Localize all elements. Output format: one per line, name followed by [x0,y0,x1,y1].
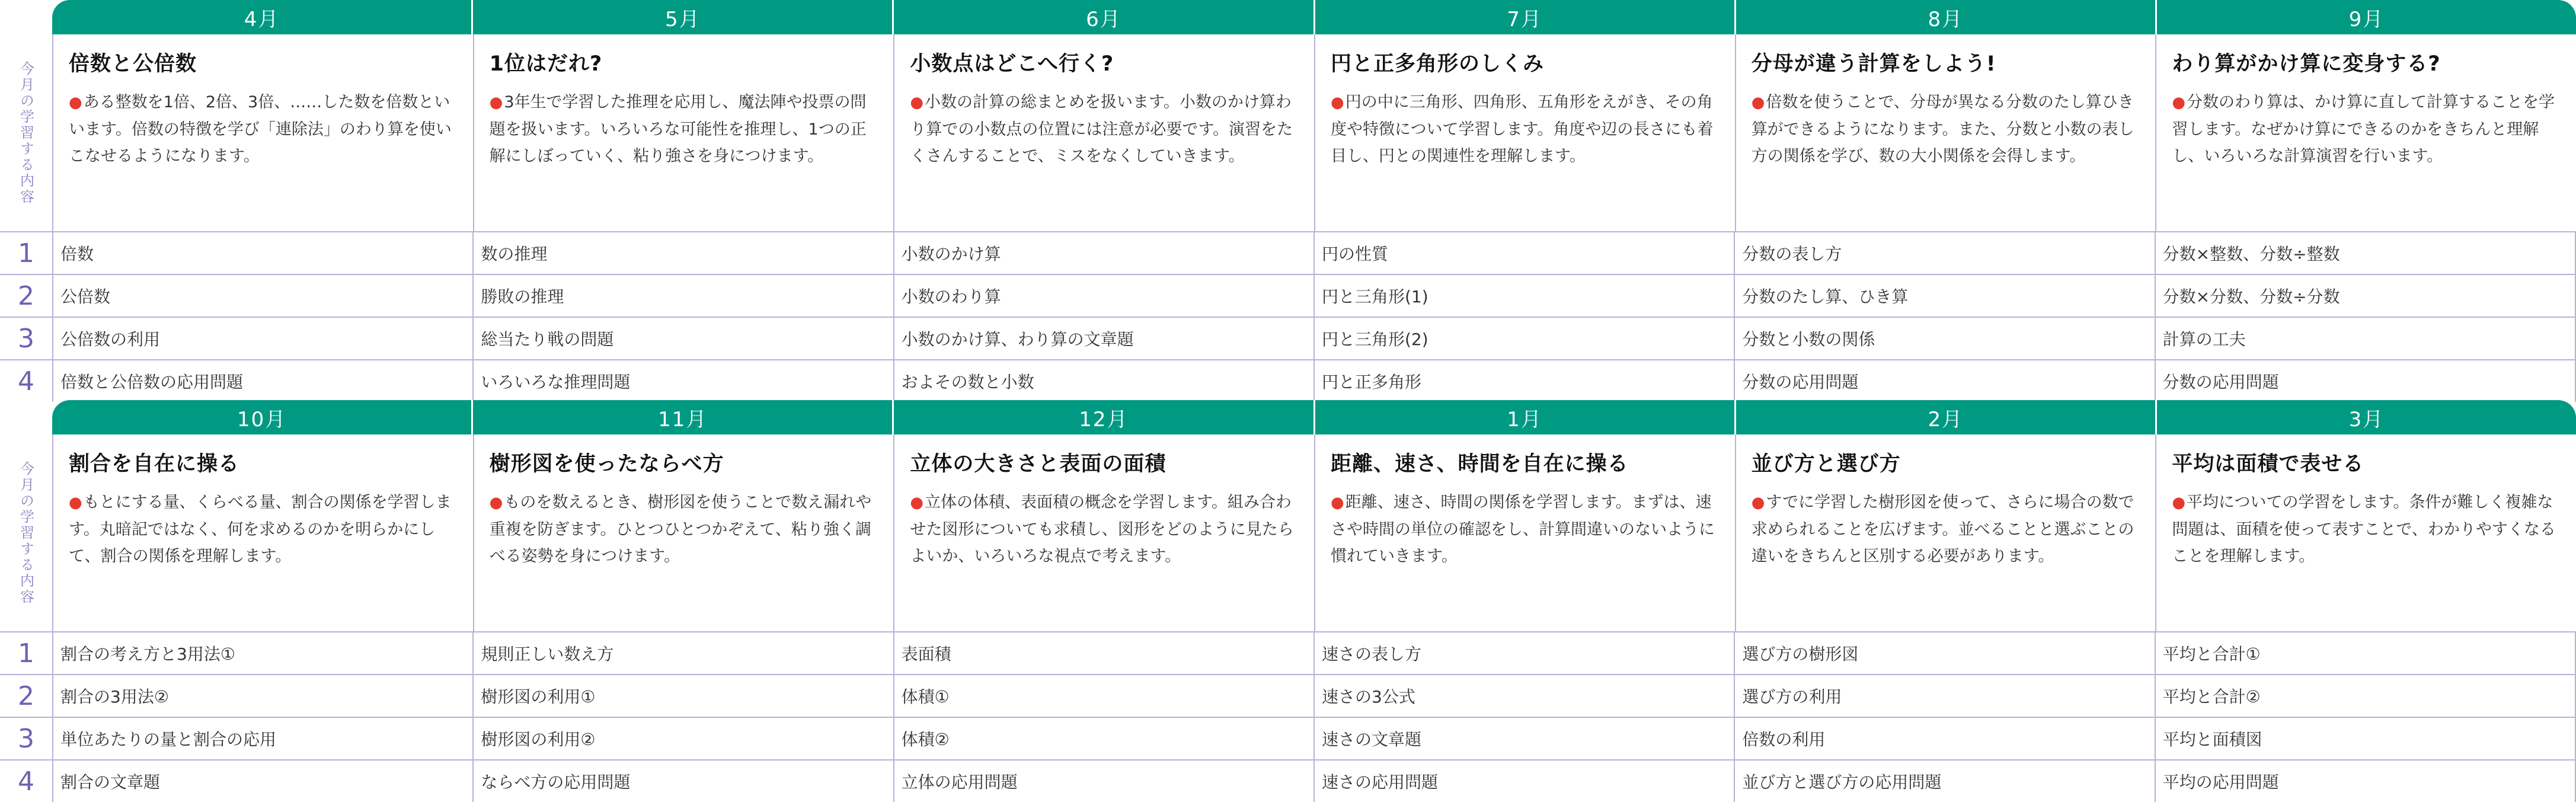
lesson-cell: いろいろな推理問題 [474,360,894,402]
lesson-cell: 倍数と公倍数の応用問題 [53,360,474,402]
content-title: 立体の大きさと表面の面積 [910,452,1166,476]
lesson-cell: 倍数の利用 [1735,718,2155,759]
content-cell [2156,34,2576,231]
lesson-cell: 小数のわり算 [894,275,1315,317]
content-text: ●立体の体積、表面積の概念を学習します。組み合わせた図形についても求積し、図形をどのように見たらよいか、いろいろな視点で考えます。 [910,493,1294,565]
lesson-cell: 計算の工夫 [2156,318,2576,359]
lesson-cell: 分数のたし算、ひき算 [1735,275,2155,317]
bullet-icon: ● [2172,494,2186,512]
lesson-number: 1 [18,238,34,269]
lesson-number: 1 [18,638,34,669]
lesson-cell: 規則正しい数え方 [474,632,894,674]
content-title: 樹形図を使ったならべ方 [489,452,724,476]
month-header: 10月 [52,400,473,434]
lesson-cell: 割合の文章題 [53,761,474,802]
content-text: ●円の中に三角形、四角形、五角形をえがき、その角度や特徴について学習します。角度や辺の長さにも着目し、円との関連性を理解します。 [1331,93,1714,165]
lesson-cell: 速さの応用問題 [1315,761,1735,802]
table-row [0,274,2576,317]
bullet-icon: ● [69,94,82,111]
lesson-cell: 平均と合計① [2156,632,2576,674]
lesson-cell: 分数と小数の関係 [1735,318,2155,359]
content-text: ●ものを数えるとき、樹形図を使うことで数え漏れや重複を防ぎます。ひとつひとつかぞえて、粘り強く調べる姿勢を身につけます。 [489,493,872,565]
content-cell [1736,434,2157,631]
lesson-cell: 速さの3公式 [1315,675,1735,717]
month-header: 4月 [52,0,473,34]
content-cell [1315,434,1736,631]
content-title: 1位はだれ? [489,52,603,76]
lesson-cell: 樹形図の利用② [474,718,894,759]
lesson-cell: 平均と合計② [2156,675,2576,717]
table-row [0,759,2576,802]
bullet-icon: ● [910,494,924,512]
bullet-icon: ● [1751,94,1765,111]
content-text: ●小数の計算の総まとめを扱います。小数のかけ算わり算での小数点の位置には注意が必要です。演習をたくさんすることで、ミスをなくしていきます。 [910,93,1293,165]
month-header: 11月 [473,400,894,434]
content-title: わり算がかけ算に変身する? [2172,52,2441,76]
month-header-row [52,0,2576,34]
content-text: ●3年生で学習した推理を応用し、魔法陣や投票の問題を扱います。いろいろな可能性を推理し、1つの正解にしぼっていく、粘り強さを身につけます。 [489,93,867,165]
lesson-cell: 選び方の樹形図 [1735,632,2155,674]
month-header: 6月 [894,0,1315,34]
content-title: 距離、速さ、時間を自在に操る [1331,452,1629,476]
month-header: 7月 [1315,0,1736,34]
table-row [0,231,2576,274]
lesson-cell: 分数の応用問題 [2156,360,2576,402]
lesson-cell: 割合の3用法② [53,675,474,717]
bullet-icon: ● [1331,94,1344,111]
lesson-number: 4 [18,766,34,797]
lesson-cell: 分数の応用問題 [1735,360,2155,402]
month-header: 2月 [1736,400,2157,434]
lesson-cell: 数の推理 [474,232,894,274]
month-header: 12月 [894,400,1315,434]
content-row [52,34,2576,231]
month-header: 3月 [2348,407,2385,432]
side-label: 今月の学習する内容 [17,461,34,605]
content-text: ●ある整数を1倍、2倍、3倍、……した数を倍数といいます。倍数の特徴を学び「連除法」のわり算を使いこなせるようになります。 [69,93,452,165]
bullet-icon: ● [1331,494,1344,512]
lesson-number: 4 [18,366,34,397]
content-title: 割合を自在に操る [69,452,240,476]
table-row [0,317,2576,359]
content-cell [53,434,474,631]
lesson-number: 2 [18,280,34,311]
content-text: ●距離、速さ、時間の関係を学習します。まずは、速さや時間の単位の確認をし、計算間違いのないように慣れていきます。 [1331,493,1715,565]
content-cell [1736,34,2157,231]
lesson-cell: 体積② [894,718,1315,759]
lesson-cell: 円と三角形(2) [1315,318,1735,359]
lesson-cell: 公倍数の利用 [53,318,474,359]
lesson-cell: 小数のかけ算 [894,232,1315,274]
bullet-icon: ● [69,494,82,512]
lesson-cell: 分数×分数、分数÷分数 [2156,275,2576,317]
lesson-cell: 円と三角形(1) [1315,275,1735,317]
content-cell [53,34,474,231]
table-row [0,717,2576,759]
lesson-cell: およその数と小数 [894,360,1315,402]
lesson-cell: 速さの文章題 [1315,718,1735,759]
content-cell [894,34,1315,231]
lesson-cell: 円と正多角形 [1315,360,1735,402]
lesson-cell: 小数のかけ算、わり算の文章題 [894,318,1315,359]
lesson-cell: 円の性質 [1315,232,1735,274]
table-row [0,674,2576,717]
bullet-icon: ● [2172,94,2186,111]
lesson-number: 3 [18,723,34,754]
lesson-cell: 分数×整数、分数÷整数 [2156,232,2576,274]
lesson-number: 3 [18,323,34,354]
content-title: 円と正多角形のしくみ [1331,52,1545,76]
content-title: 小数点はどこへ行く? [910,52,1114,76]
lesson-cell: 立体の応用問題 [894,761,1315,802]
month-header: 8月 [1736,0,2157,34]
content-text: ●分数のわり算は、かけ算に直して計算することを学習します。なぜかけ算にできるのかをきちんと理解し、いろいろな計算演習を行います。 [2172,93,2555,165]
lesson-cell: 速さの表し方 [1315,632,1735,674]
lesson-cell: 表面積 [894,632,1315,674]
content-title: 倍数と公倍数 [69,52,197,76]
lesson-rows [0,231,2576,402]
lesson-cell: 総当たり戦の問題 [474,318,894,359]
content-text: ●もとにする量、くらべる量、割合の関係を学習します。丸暗記ではなく、何を求めるのかを明らかにして、割合の関係を理解します。 [69,493,452,565]
content-cell [894,434,1315,631]
table-row [0,631,2576,674]
bullet-icon: ● [1751,494,1765,512]
month-header: 5月 [473,0,894,34]
content-cell [474,34,895,231]
content-title: 並び方と選び方 [1751,452,1901,476]
content-cell [474,434,895,631]
side-label: 今月の学習する内容 [17,60,34,205]
content-text: ●すでに学習した樹形図を使って、さらに場合の数で求められることを広げます。並べることと選ぶことの違いをきちんと区別する必要があります。 [1751,493,2134,565]
lesson-cell: 選び方の利用 [1735,675,2155,717]
lesson-cell: ならべ方の応用問題 [474,761,894,802]
lesson-cell: 分数の表し方 [1735,232,2155,274]
content-cell [2156,434,2576,631]
content-text: ●平均についての学習をします。条件が難しく複雑な問題は、面積を使って表すことで、わかりやすくなることを理解します。 [2172,493,2556,565]
lesson-cell: 公倍数 [53,275,474,317]
lesson-cell: 並び方と選び方の応用問題 [1735,761,2155,802]
content-title: 平均は面積で表せる [2172,452,2364,476]
month-header: 1月 [1315,400,1736,434]
lesson-cell: 倍数 [53,232,474,274]
table-row [0,359,2576,402]
lesson-cell: 体積① [894,675,1315,717]
month-header-row [52,400,2576,434]
bullet-icon: ● [910,94,924,111]
lesson-cell: 単位あたりの量と割合の応用 [53,718,474,759]
lesson-cell: 平均と面積図 [2156,718,2576,759]
lesson-cell: 平均の応用問題 [2156,761,2576,802]
lesson-cell: 勝敗の推理 [474,275,894,317]
lesson-rows [0,631,2576,802]
content-row [52,434,2576,631]
month-header: 9月 [2348,7,2385,31]
lesson-cell: 割合の考え方と3用法① [53,632,474,674]
bullet-icon: ● [489,94,503,111]
content-title: 分母が違う計算をしよう! [1751,52,1996,76]
lesson-number: 2 [18,680,34,711]
content-text: ●倍数を使うことで、分母が異なる分数のたし算ひき算ができるようになります。また、分数と小数の表し方の関係を学び、数の大小関係を会得します。 [1751,93,2134,165]
lesson-cell: 樹形図の利用① [474,675,894,717]
bullet-icon: ● [489,494,503,512]
content-cell [1315,34,1736,231]
